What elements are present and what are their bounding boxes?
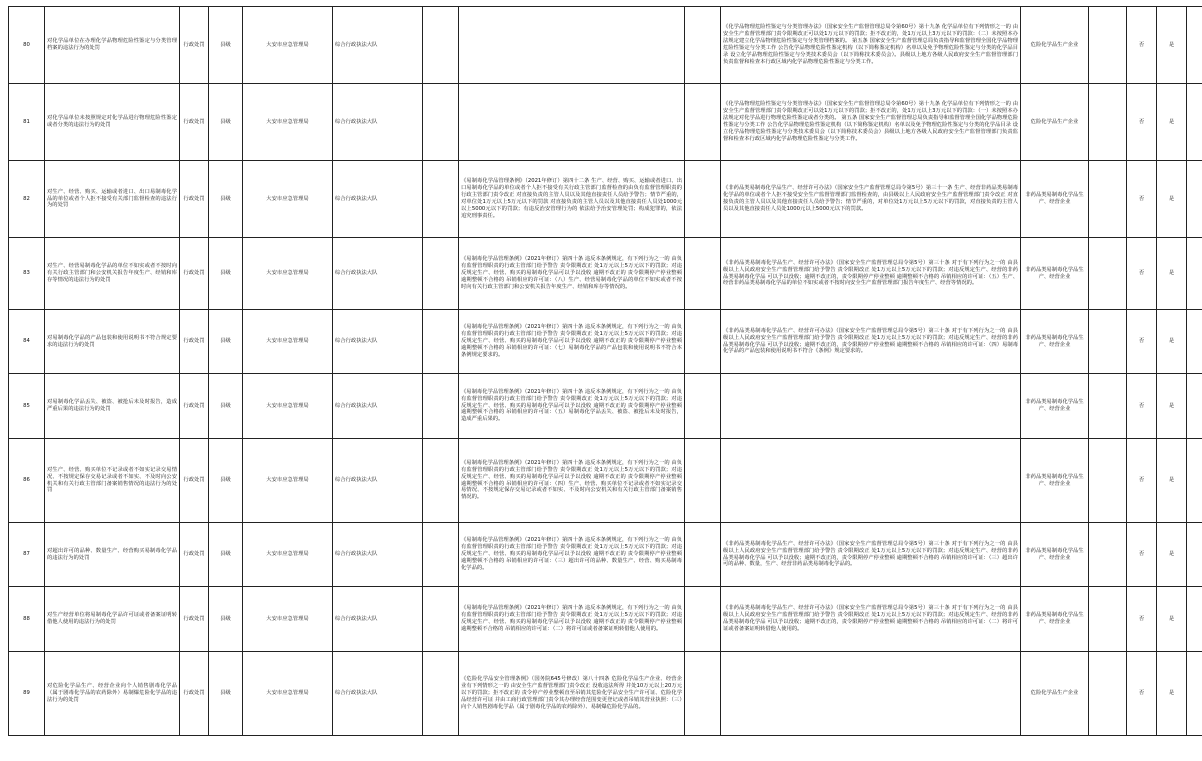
- empty-cell: [423, 523, 459, 587]
- basis-rule-cell: 《非药品类易制毒化学品生产、经营许可办法》（国家安全生产监督管理总局令第5号）第三十条 对于有下列行为之一的 由县级以上人民政府安全生产监督管理部门给予警告 责令限期改正 处1万元以上5万元以下的罚款；对违反规定生产、经营的非药品类易制毒化学品 可以予以没收；逾期不改正的，责令限期停产停业整顿 逾期整顿不合格的 吊销相应的许可证：（三）超出许可的品种、数量，生产、经营非药品类易制毒化学品的。: [721, 523, 1021, 587]
- subject-cell: 非药品类易制毒化学品生产、经营企业: [1021, 161, 1089, 238]
- type-cell: 行政处罚: [180, 238, 209, 310]
- empty-cell: [1089, 374, 1127, 439]
- table-row: [9, 523, 1202, 587]
- flag-no-cell: 否: [1127, 587, 1157, 652]
- empty-cell: [1187, 587, 1202, 652]
- empty-cell: [1187, 84, 1202, 161]
- item-name: 对生产、经营、购买单位不记录或者不如实记录交易情况、不按规定保存交易记录或者不如实、不及时向公安机关和有关行政主管部门备案销售情况的违法行为的处罚: [45, 439, 180, 523]
- empty-cell: [423, 652, 459, 736]
- empty-cell: [685, 587, 721, 652]
- flag-no-cell: 否: [1127, 310, 1157, 374]
- type-cell: 行政处罚: [180, 587, 209, 652]
- table-row: [9, 310, 1202, 374]
- item-name: 对化学品单位未按照规定对化学品进行物理危险性鉴定或者分类的违法行为的处罚: [45, 84, 180, 161]
- unit-cell: 综合行政执法大队: [333, 7, 423, 84]
- flag-yes-cell: 是: [1157, 7, 1187, 84]
- table-row: [9, 374, 1202, 439]
- basis-rule-cell: [721, 439, 1021, 523]
- subject-cell: 非药品类易制毒化学品生产、经营企业: [1021, 439, 1089, 523]
- subject-cell: 危险化学品生产企业: [1021, 7, 1089, 84]
- empty-cell: [685, 523, 721, 587]
- table-row: [9, 587, 1202, 652]
- level-cell: 县级: [209, 439, 243, 523]
- basis-regulation-cell: 《易制毒化学品管理条例》（2021年修订）第四十二条 生产、经营、购买、运输或者进口、出口易制毒化学品的单位或者个人拒不接受有关行政主管部门监督检查的由负有监督管理职责的行政主管部门责令改正 对直接负责的主管人员以及其他直接责任人员给予警告；情节严重的，对单位处1万元以上5万元以下的罚款 对直接负责的主管人员以及其他直接责任人员处1000元以上5000元以下的罚款；有违反治安管理行为的 依法给予治安管理处罚；构成犯罪的，依法追究刑事责任。: [459, 161, 685, 238]
- type-cell: 行政处罚: [180, 310, 209, 374]
- item-name: 对生产、经营易制毒化学品的单位不如实或者不按时向有关行政主管部门和公安机关报告年度生产、经销和库存等情况的违法行为的处罚: [45, 238, 180, 310]
- table-row: [9, 161, 1202, 238]
- subject-cell: 非药品类易制毒化学品生产、经营企业: [1021, 238, 1089, 310]
- flag-no-cell: 否: [1127, 238, 1157, 310]
- item-name: 对超出许可的品种、数量生产、经营购买易制毒化学品的违法行为的处罚: [45, 523, 180, 587]
- flag-no-cell: 否: [1127, 7, 1157, 84]
- level-cell: 县级: [209, 587, 243, 652]
- row-number: 86: [9, 439, 45, 523]
- empty-cell: [1187, 238, 1202, 310]
- subject-cell: 非药品类易制毒化学品生产、经营企业: [1021, 523, 1089, 587]
- dept-cell: 大安市应急管理局: [243, 84, 333, 161]
- empty-cell: [1089, 310, 1127, 374]
- level-cell: 县级: [209, 7, 243, 84]
- type-cell: 行政处罚: [180, 439, 209, 523]
- empty-cell: [685, 310, 721, 374]
- unit-cell: 综合行政执法大队: [333, 439, 423, 523]
- item-name: 对化学品单位在办理化学品物理危险性鉴定与分类管理档案的违法行为的处罚: [45, 7, 180, 84]
- row-number: 81: [9, 84, 45, 161]
- enforcement-table: [8, 6, 1202, 736]
- item-name: 对危险化学品生产、经营企业向个人销售剧毒化学品（属于剧毒化学品的农药除外）易制爆危险化学品的违法行为的处罚: [45, 652, 180, 736]
- flag-yes-cell: 是: [1157, 238, 1187, 310]
- basis-rule-cell: 《非药品类易制毒化学品生产、经营许可办法》（国家安全生产监督管理总局令第5号）第三十一条 生产、经营非药品类易制毒化学品的单位或者个人拒不接受安全生产监督管理部门监督检查的，由县级以上人民政府安全生产监督管理部门责令改正 对直接负责的主管人员以及其他直接责任人员给予警告；情节严重的，对单位处1万元以上5万元以下的罚款，对直接负责的主管人员以及其他直接责任人员处1000元以上5000元以下的罚款。: [721, 161, 1021, 238]
- dept-cell: 大安市应急管理局: [243, 238, 333, 310]
- row-number: 84: [9, 310, 45, 374]
- basis-regulation-cell: 《危险化学品安全管理条例》（国务院645号修改）第八十四条 危险化学品生产企业、经营企业有下列情形之一的 由安全生产监督管理部门责令改正 没收违法所得 并处10万元以上20万元以下的罚款；拒不改正的 责令停产停业整顿直至吊销其危险化学品安全生产许可证、危险化学品经营许可证 并由工商行政管理部门责令其办理经营范围变更登记或者吊销其营业执照：（三）向个人销售剧毒化学品（属于剧毒化学品的农药除外）、易制爆危险化学品的。: [459, 652, 685, 736]
- dept-cell: 大安市应急管理局: [243, 523, 333, 587]
- empty-cell: [1089, 7, 1127, 84]
- empty-cell: [1187, 523, 1202, 587]
- level-cell: 县级: [209, 310, 243, 374]
- empty-cell: [1089, 587, 1127, 652]
- basis-rule-cell: [721, 374, 1021, 439]
- empty-cell: [1089, 238, 1127, 310]
- basis-rule-cell: [721, 652, 1021, 736]
- unit-cell: 综合行政执法大队: [333, 374, 423, 439]
- row-number: 88: [9, 587, 45, 652]
- flag-yes-cell: 是: [1157, 161, 1187, 238]
- empty-cell: [685, 652, 721, 736]
- basis-regulation-cell: [459, 7, 685, 84]
- empty-cell: [685, 84, 721, 161]
- empty-cell: [423, 238, 459, 310]
- empty-cell: [685, 161, 721, 238]
- empty-cell: [423, 84, 459, 161]
- empty-cell: [423, 374, 459, 439]
- empty-cell: [1187, 310, 1202, 374]
- flag-yes-cell: 是: [1157, 374, 1187, 439]
- level-cell: 县级: [209, 238, 243, 310]
- flag-yes-cell: 是: [1157, 652, 1187, 736]
- subject-cell: 危险化学品生产企业: [1021, 652, 1089, 736]
- flag-yes-cell: 是: [1157, 587, 1187, 652]
- empty-cell: [1187, 7, 1202, 84]
- table-row: [9, 84, 1202, 161]
- basis-regulation-cell: 《易制毒化学品管理条例》（2021年修订）第四十条 违反本条例规定，有下列行为之一的 由负有监督管理职责的行政主管部门给予警告 责令限期改正 处1万元以上5万元以下的罚款；对违反规定生产、经营、购买的易制毒化学品可以予以没收 逾期不改正的 责令限期停产停业整顿 逾期整顿不合格的 吊销相应的许可证：（七）易制毒化学品的产品包装和使用说明书不符合本条例规定要求的。: [459, 310, 685, 374]
- flag-yes-cell: 是: [1157, 439, 1187, 523]
- empty-cell: [1187, 652, 1202, 736]
- flag-no-cell: 否: [1127, 161, 1157, 238]
- level-cell: 县级: [209, 652, 243, 736]
- level-cell: 县级: [209, 84, 243, 161]
- table-row: [9, 652, 1202, 736]
- dept-cell: 大安市应急管理局: [243, 587, 333, 652]
- unit-cell: 综合行政执法大队: [333, 587, 423, 652]
- subject-cell: 非药品类易制毒化学品生产、经营企业: [1021, 310, 1089, 374]
- basis-regulation-cell: 《易制毒化学品管理条例》（2021年修订）第四十条 违反本条例规定，有下列行为之一的 由负有监督管理职责的行政主管部门给予警告 责令限期改正 处1万元以上5万元以下的罚款；对违反规定生产、经营、购买的易制毒化学品可以予以没收 逾期不改正的 责令限期停产停业整顿 逾期整顿不合格的 吊销相应的许可证：（四）生产、经营、购买单位不记录或者不如实记录交易情况、不按规定保存交易记录或者不如实、不及时向公安机关和有关行政主管部门备案销售情况的。: [459, 439, 685, 523]
- subject-cell: 危险化学品生产企业: [1021, 84, 1089, 161]
- subject-cell: 非药品类易制毒化学品生产、经营企业: [1021, 587, 1089, 652]
- empty-cell: [685, 439, 721, 523]
- basis-rule-cell: 《非药品类易制毒化学品生产、经营许可办法》（国家安全生产监督管理总局令第5号）第三十条 对于有下列行为之一的 由县级以上人民政府安全生产监督管理部门给予警告 责令限期改正 处1万元以上5万元以下的罚款；对违反规定生产、经营的非药品类易制毒化学品 可以予以没收；逾期不改正的，责令限期停产停业整顿 逾期整顿不合格的 吊销相应的许可证：（五）生产、经营非药品类易制毒化学品的单位不如实或者不按时向安全生产监督管理部门报告年度生产、经营等情况的。: [721, 238, 1021, 310]
- row-number: 80: [9, 7, 45, 84]
- basis-rule-cell: 《非药品类易制毒化学品生产、经营许可办法》（国家安全生产监督管理总局令第5号）第三十条 对于有下列行为之一的 由县级以上人民政府安全生产监督管理部门给予警告 责令限期改正 处1万元以上5万元以下的罚款；对违反规定生产、经营的非药品类易制毒化学品 可以予以没收；逾期不改正的，责令限期停产停业整顿 逾期整顿不合格的 吊销相应的许可证：（四）易制毒化学品的产品包装和使用说明书不符合《条例》规定要求的。: [721, 310, 1021, 374]
- empty-cell: [685, 374, 721, 439]
- dept-cell: 大安市应急管理局: [243, 7, 333, 84]
- empty-cell: [423, 587, 459, 652]
- row-number: 87: [9, 523, 45, 587]
- basis-rule-cell: 《化学品物理危险性鉴定与分类管理办法》（国家安全生产监督管理总局令第60号）第十九条 化学品单位有下列情形之一的 由安全生产监督管理部门责令限期改正可以处1万元以下的罚款；拒不改正的，处1万元以上3万元以下的罚款：（一）未按照本办法规定对化学品进行物理危险性鉴定或者分类的。 第五条 国家安全生产监督管理总局负责指导和监督管理全国化学品物理危险性鉴定与分类工作 公告化学品物理危险性鉴定机构（以下简称鉴定机构）名单以及免予物理危险性鉴定与分类的化学品目录 设立化学品物理危险性鉴定与分类技术委员会（以下简称技术委员会）县级以上地方各级人民政府安全生产监督管理部门负责监督和检查本行政区域内化学品物理危险性鉴定与分类工作。: [721, 84, 1021, 161]
- basis-regulation-cell: 《易制毒化学品管理条例》（2021年修订）第四十条 违反本条例规定，有下列行为之一的 由负有监督管理职责的行政主管部门给予警告 责令限期改正 处1万元以上5万元以下的罚款；对违反规定生产、经营、购买的易制毒化学品可以予以没收 逾期不改正的 责令限期停产停业整顿 逾期整顿不合格的 吊销相应的许可证：（五）易制毒化学品丢失、被盗、被抢后未及时报告，造成严重后果的。: [459, 374, 685, 439]
- flag-yes-cell: 是: [1157, 523, 1187, 587]
- empty-cell: [1187, 161, 1202, 238]
- basis-regulation-cell: 《易制毒化学品管理条例》（2021年修订）第四十条 违反本条例规定，有下列行为之一的 由负有监督管理职责的行政主管部门给予警告 责令限期改正 处1万元以上5万元以下的罚款；对违反规定生产、经营、购买的易制毒化学品可以予以没收 逾期不改正的 责令限期停产停业整顿 逾期整顿不合格的 吊销相应的许可证：（八）生产、经营易制毒化学品的单位不如实或者不按时向有关行政主管部门和公安机关报告年度生产、经销和库存等情况的。: [459, 238, 685, 310]
- level-cell: 县级: [209, 161, 243, 238]
- dept-cell: 大安市应急管理局: [243, 652, 333, 736]
- item-name: 对生产经营单位将易制毒化学品许可证或者备案证明转借他人使用的违法行为的处罚: [45, 587, 180, 652]
- basis-regulation-cell: 《易制毒化学品管理条例》（2021年修订）第四十条 违反本条例规定，有下列行为之一的 由负有监督管理职责的行政主管部门给予警告 责令限期改正 处1万元以上5万元以下的罚款；对违反规定生产、经营、购买的易制毒化学品可以予以没收 逾期不改正的 责令限期停产停业整顿 逾期整顿不合格的 吊销相应的许可证：（二）将许可证或者备案证明转借他人使用的。: [459, 587, 685, 652]
- type-cell: 行政处罚: [180, 161, 209, 238]
- table-row: [9, 7, 1202, 84]
- flag-no-cell: 否: [1127, 523, 1157, 587]
- row-number: 83: [9, 238, 45, 310]
- basis-regulation-cell: 《易制毒化学品管理条例》（2021年修订）第四十条 违反本条例规定，有下列行为之一的 由负有监督管理职责的行政主管部门给予警告 责令限期改正 处1万元以上5万元以下的罚款；对违反规定生产、经营、购买的易制毒化学品可以予以没收 逾期不改正的 责令限期停产停业整顿 逾期整顿不合格的 吊销相应的许可证：（三）超出许可的品种、数量生产、经营、购买易制毒化学品的。: [459, 523, 685, 587]
- empty-cell: [1089, 439, 1127, 523]
- level-cell: 县级: [209, 374, 243, 439]
- empty-cell: [423, 7, 459, 84]
- dept-cell: 大安市应急管理局: [243, 310, 333, 374]
- row-number: 85: [9, 374, 45, 439]
- empty-cell: [423, 161, 459, 238]
- empty-cell: [423, 439, 459, 523]
- item-name: 对易制毒化学品丢失、被盗、被抢后未及时报告，造成严重后果的违法行为的处罚: [45, 374, 180, 439]
- basis-rule-cell: 《非药品类易制毒化学品生产、经营许可办法》（国家安全生产监督管理总局令第5号）第三十条 对于有下列行为之一的 由县级以上人民政府安全生产监督管理部门给予警告 责令限期改正 处1万元以上5万元以下的罚款；对违反规定生产、经营的非药品类易制毒化学品 可以予以没收；逾期不改正的，责令限期停产停业整顿 逾期整顿不合格的 吊销相应的许可证：（二）将许可证或者备案证明转借他人使用的。: [721, 587, 1021, 652]
- empty-cell: [1089, 652, 1127, 736]
- empty-cell: [423, 310, 459, 374]
- type-cell: 行政处罚: [180, 84, 209, 161]
- flag-no-cell: 否: [1127, 439, 1157, 523]
- basis-rule-cell: 《化学品物理危险性鉴定与分类管理办法》（国家安全生产监督管理总局令第60号）第十九条 化学品单位有下列情形之一的 由安全生产监督管理部门责令限期改正可以处1万元以下的罚款；拒不改正的，处1万元以上3万元以下的罚款：（二）未按照本办法规定建立化学品物理危险性鉴定与分类管理档案的。 第五条 国家安全生产监督管理总局负责指导和监督管理全国化学品物理危险性鉴定与分类工作 公告化学品物理危险性鉴定机构（以下简称鉴定机构）名单以及免予物理危险性鉴定与分类的化学品目录 设立化学品物理危险性鉴定与分类技术委员会（以下简称技术委员会）。县级以上地方各级人民政府安全生产监督管理部门负责监督和检查本行政区域内化学品物理危险性鉴定与分类工作。: [721, 7, 1021, 84]
- row-number: 82: [9, 161, 45, 238]
- unit-cell: 综合行政执法大队: [333, 310, 423, 374]
- empty-cell: [1187, 439, 1202, 523]
- type-cell: 行政处罚: [180, 7, 209, 84]
- unit-cell: 综合行政执法大队: [333, 523, 423, 587]
- empty-cell: [1187, 374, 1202, 439]
- subject-cell: 非药品类易制毒化学品生产、经营企业: [1021, 374, 1089, 439]
- item-name: 对生产、经营、购买、运输或者进口、出口易制毒化学品的单位或者个人拒不接受有关部门监督检查的违法行为的处罚: [45, 161, 180, 238]
- dept-cell: 大安市应急管理局: [243, 439, 333, 523]
- empty-cell: [685, 7, 721, 84]
- table-row: [9, 238, 1202, 310]
- dept-cell: 大安市应急管理局: [243, 374, 333, 439]
- basis-regulation-cell: [459, 84, 685, 161]
- dept-cell: 大安市应急管理局: [243, 161, 333, 238]
- flag-yes-cell: 是: [1157, 84, 1187, 161]
- level-cell: 县级: [209, 523, 243, 587]
- item-name: 对易制毒化学品的产品包装和使用说明书不符合规定要求的违法行为的处罚: [45, 310, 180, 374]
- unit-cell: 综合行政执法大队: [333, 84, 423, 161]
- flag-no-cell: 否: [1127, 84, 1157, 161]
- unit-cell: 综合行政执法大队: [333, 652, 423, 736]
- unit-cell: 综合行政执法大队: [333, 238, 423, 310]
- flag-no-cell: 否: [1127, 374, 1157, 439]
- empty-cell: [1089, 84, 1127, 161]
- empty-cell: [685, 238, 721, 310]
- flag-yes-cell: 是: [1157, 310, 1187, 374]
- flag-no-cell: 否: [1127, 652, 1157, 736]
- table-row: [9, 439, 1202, 523]
- type-cell: 行政处罚: [180, 374, 209, 439]
- unit-cell: 综合行政执法大队: [333, 161, 423, 238]
- type-cell: 行政处罚: [180, 652, 209, 736]
- row-number: 89: [9, 652, 45, 736]
- type-cell: 行政处罚: [180, 523, 209, 587]
- empty-cell: [1089, 523, 1127, 587]
- empty-cell: [1089, 161, 1127, 238]
